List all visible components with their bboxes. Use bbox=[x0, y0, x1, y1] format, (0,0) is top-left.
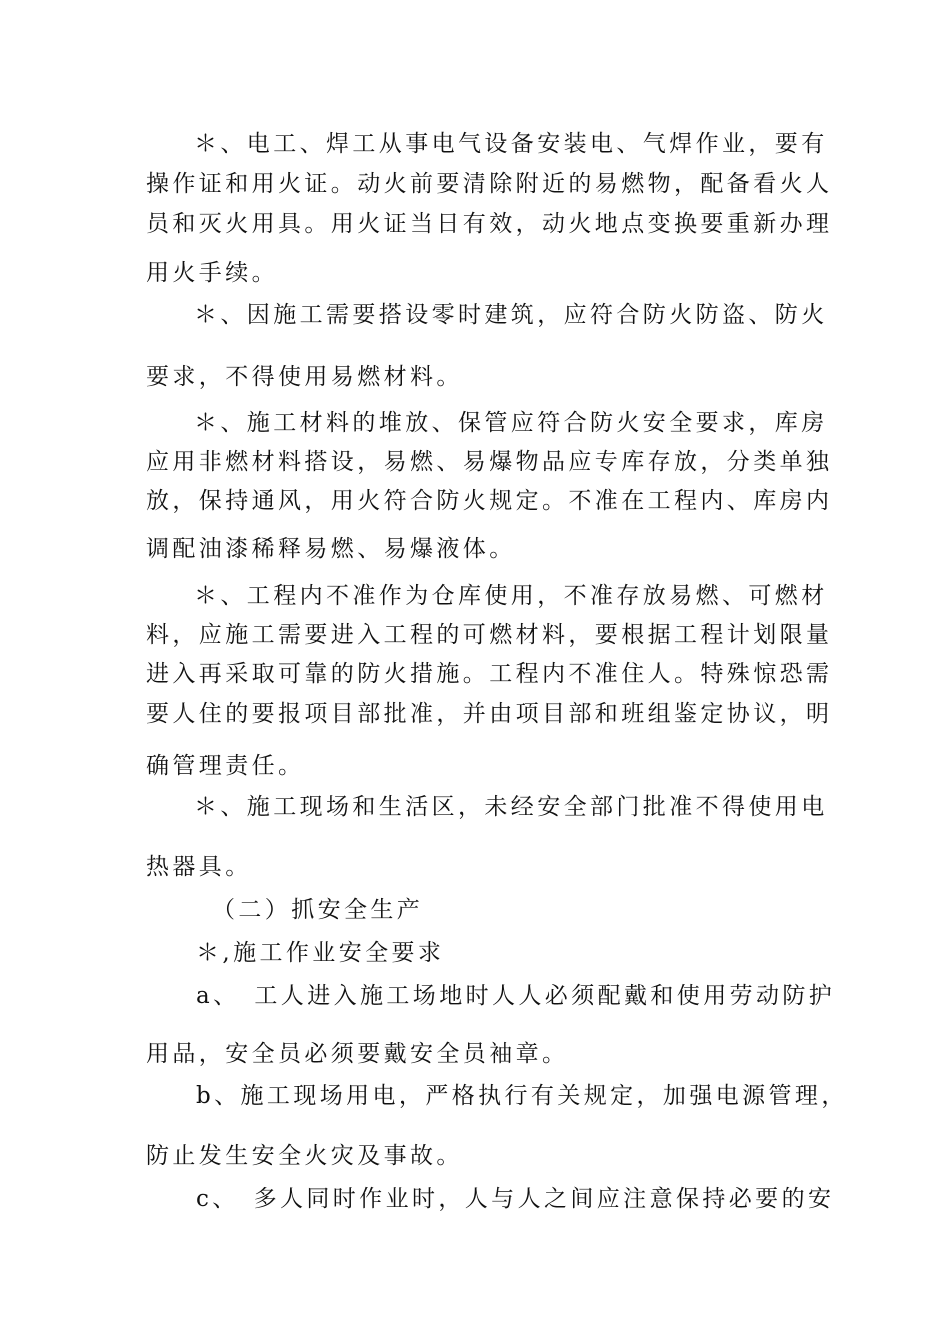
paragraph-line: 防止发生安全火灾及事故。 bbox=[146, 1143, 463, 1169]
paragraph-line: 料，应施工需要进入工程的可燃材料，要根据工程计划限量 bbox=[146, 622, 833, 648]
paragraph-line: 员和灭火用具。用火证当日有效，动火地点变换要重新办理 bbox=[146, 211, 833, 237]
paragraph-line: ＊、电工、焊工从事电气设备安装电、气焊作业，要有 bbox=[194, 131, 828, 157]
paragraph-line: a、 工人进入施工场地时人人必须配戴和使用劳动防护 bbox=[196, 983, 836, 1009]
section-heading: （二）抓安全生产 bbox=[212, 897, 424, 923]
paragraph-line: 要人住的要报项目部批准，并由项目部和班组鉴定协议，明 bbox=[146, 701, 833, 727]
paragraph-line: 应用非燃材料搭设，易燃、易爆物品应专库存放，分类单独 bbox=[146, 449, 833, 475]
paragraph-line: c、 多人同时作业时，人与人之间应注意保持必要的安 bbox=[196, 1186, 835, 1212]
paragraph-line: 用火手续。 bbox=[146, 260, 278, 286]
paragraph-line: ＊、因施工需要搭设零时建筑，应符合防火防盗、防火 bbox=[194, 302, 828, 328]
paragraph-line: 调配油漆稀释易燃、易爆液体。 bbox=[146, 536, 516, 562]
paragraph-line: 用品，安全员必须要戴安全员袖章。 bbox=[146, 1041, 569, 1067]
paragraph-line: 要求，不得使用易燃材料。 bbox=[146, 364, 463, 390]
paragraph-line: ＊、施工现场和生活区，未经安全部门批准不得使用电 bbox=[194, 794, 828, 820]
subsection-heading: ＊,施工作业安全要求 bbox=[196, 940, 445, 966]
paragraph-line: ＊、施工材料的堆放、保管应符合防火安全要求，库房 bbox=[194, 410, 828, 436]
paragraph-line: 确管理责任。 bbox=[146, 753, 305, 779]
paragraph-line: 操作证和用火证。动火前要清除附近的易燃物，配备看火人 bbox=[146, 171, 833, 197]
paragraph-line: 热器具。 bbox=[146, 854, 252, 880]
paragraph-line: 进入再采取可靠的防火措施。工程内不准住人。特殊惊恐需 bbox=[146, 661, 833, 687]
paragraph-line: ＊、工程内不准作为仓库使用，不准存放易燃、可燃材 bbox=[194, 583, 828, 609]
paragraph-line: b、施工现场用电，严格执行有关规定，加强电源管理， bbox=[196, 1083, 848, 1109]
paragraph-line: 放，保持通风，用火符合防火规定。不准在工程内、库房内 bbox=[146, 488, 833, 514]
